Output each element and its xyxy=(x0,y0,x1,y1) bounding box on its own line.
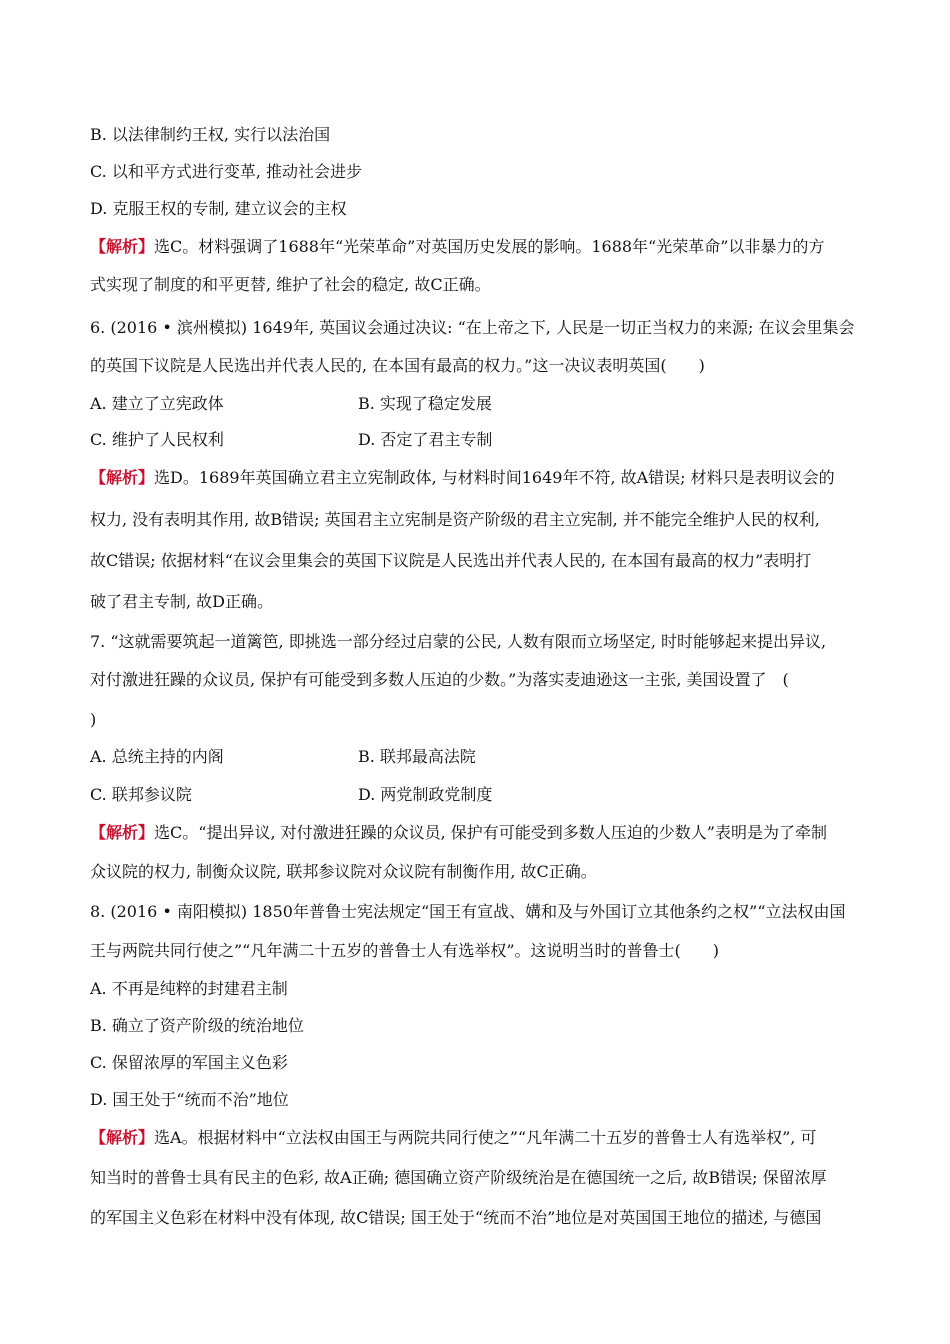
analysis-tag: 【解析】 xyxy=(90,823,155,842)
q8-option-c: C. 保留浓厚的军国主义色彩 xyxy=(90,1053,288,1072)
q6-analysis-text-1: 选D。1689年英国确立君主立宪制政体, 与材料时间1649年不符, 故A错误; 材料只是表明议会的 xyxy=(154,468,835,487)
q7-stem-line-1: 7. “这就需要筑起一道篱笆, 即挑选一部分经过启蒙的公民, 人数有限而立场坚定, 时时能够起来提出异议, xyxy=(90,632,827,651)
q6-analysis-line-3: 故C错误; 依据材料“在议会里集会的英国下议院是人民选出并代表人民的, 在本国有最高的权力”表明打 xyxy=(90,551,812,570)
q6-option-d: D. 否定了君主专制 xyxy=(358,430,493,449)
q7-option-a: A. 总统主持的内阁 xyxy=(90,747,224,766)
q7-option-b: B. 联邦最高法院 xyxy=(358,747,476,766)
q7-analysis-text-1: 选C。“提出异议, 对付激进狂躁的众议员, 保护有可能受到多数人压迫的少数人”表明是为了牵制 xyxy=(154,823,827,842)
q8-option-d: D. 国王处于“统而不治”地位 xyxy=(90,1090,289,1109)
q5-option-b: B. 以法律制约王权, 实行以法治国 xyxy=(90,125,331,144)
q5-option-c: C. 以和平方式进行变革, 推动社会进步 xyxy=(90,162,363,181)
q6-analysis-line-2: 权力, 没有表明其作用, 故B错误; 英国君主立宪制是资产阶级的君主立宪制, 并不能完全维护人民的权利, xyxy=(90,510,820,529)
q6-option-b: B. 实现了稳定发展 xyxy=(358,394,492,413)
q6-analysis-line-1 xyxy=(90,467,835,489)
q8-analysis-line-2: 知当时的普鲁士具有民主的色彩, 故A正确; 德国确立资产阶级统治是在德国统一之后, 故B错误; 保留浓厚 xyxy=(90,1168,827,1187)
q6-analysis-line-4: 破了君主专制, 故D正确。 xyxy=(90,592,274,611)
q5-analysis-text-1: 选C。材料强调了1688年“光荣革命”对英国历史发展的影响。1688年“光荣革命”以非暴力的方 xyxy=(154,237,825,256)
q8-analysis-text-1: 选A。根据材料中“立法权由国王与两院共同行使之”“凡年满二十五岁的普鲁士人有选举权”, 可 xyxy=(154,1128,817,1147)
q7-analysis-line-2: 众议院的权力, 制衡众议院, 联邦参议院对众议院有制衡作用, 故C正确。 xyxy=(90,862,597,881)
q5-option-d: D. 克服王权的专制, 建立议会的主权 xyxy=(90,199,347,218)
q7-stem-line-3: ) xyxy=(90,710,97,729)
q8-analysis-line-3: 的军国主义色彩在材料中没有体现, 故C错误; 国王处于“统而不治”地位是对英国国王地位的描述, 与德国 xyxy=(90,1208,822,1227)
analysis-tag: 【解析】 xyxy=(90,468,155,487)
q5-analysis-line-1 xyxy=(90,236,824,258)
q6-option-c: C. 维护了人民权利 xyxy=(90,430,224,449)
q8-stem-line-2: 王与两院共同行使之”“凡年满二十五岁的普鲁士人有选举权”。这说明当时的普鲁士( ) xyxy=(90,941,720,960)
q7-analysis-line-1 xyxy=(90,822,827,844)
q6-option-a: A. 建立了立宪政体 xyxy=(90,394,224,413)
q7-stem-line-2: 对付激进狂躁的众议员, 保护有可能受到多数人压迫的少数。”为落实麦迪逊这一主张, 美国设置了 ( xyxy=(90,670,789,689)
q8-option-b: B. 确立了资产阶级的统治地位 xyxy=(90,1016,304,1035)
q8-option-a: A. 不再是纯粹的封建君主制 xyxy=(90,979,288,998)
analysis-tag: 【解析】 xyxy=(90,237,155,256)
q6-stem-line-1: 6. (2016 • 滨州模拟) 1649年, 英国议会通过决议: “在上帝之下, 人民是一切正当权力的来源; 在议会里集会 xyxy=(90,318,855,337)
q7-option-c: C. 联邦参议院 xyxy=(90,785,192,804)
q8-stem-line-1: 8. (2016 • 南阳模拟) 1850年普鲁士宪法规定“国王有宣战、媾和及与外国订立其他条约之权”“立法权由国 xyxy=(90,902,846,921)
analysis-tag: 【解析】 xyxy=(90,1128,155,1147)
q8-analysis-line-1 xyxy=(90,1127,816,1149)
q6-stem-line-2: 的英国下议院是人民选出并代表人民的, 在本国有最高的权力。”这一决议表明英国( ) xyxy=(90,356,705,375)
q7-option-d: D. 两党制政党制度 xyxy=(358,785,493,804)
q5-analysis-line-2: 式实现了制度的和平更替, 维护了社会的稳定, 故C正确。 xyxy=(90,275,491,294)
